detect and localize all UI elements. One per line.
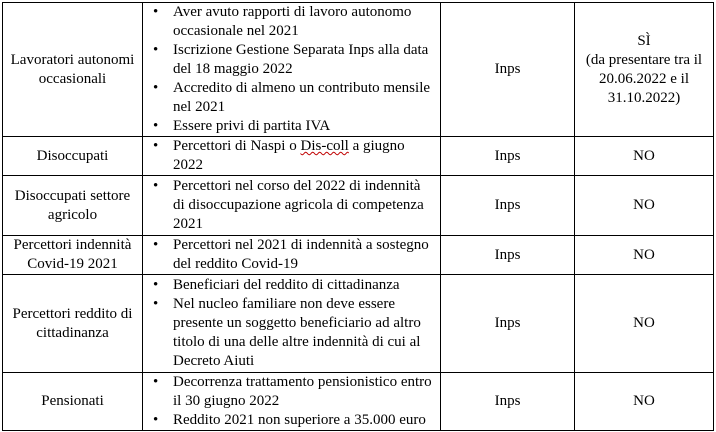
application-value: SÌ (637, 32, 651, 49)
application-cell (575, 3, 714, 137)
eligibility-table (2, 2, 714, 431)
table-row (3, 137, 714, 176)
table-row (3, 176, 714, 236)
application-value: NO (633, 147, 655, 164)
application-value: NO (633, 197, 655, 213)
application-value: NO (633, 246, 655, 263)
requirements-cell (143, 236, 441, 275)
category-cell: Disoccupati settore agricolo (3, 176, 143, 236)
application-value: NO (633, 315, 655, 331)
application-cell (575, 137, 714, 176)
body-cell: Inps (441, 3, 575, 137)
requirement-item: • Percettori nel corso del 2022 di indennità di disoccupazione agricola di competenza 2021 (149, 177, 434, 234)
category-cell: Disoccupati (3, 137, 143, 176)
category-cell: Percettori indennità Covid-19 2021 (3, 236, 143, 275)
application-cell (575, 275, 714, 373)
table-row (3, 3, 714, 137)
requirements-list (149, 236, 434, 274)
requirement-item: • Nel nucleo familiare non deve essere presente un soggetto beneficiario ad altro titolo di una delle altre indennità di cui al Decreto Aiuti (149, 295, 434, 371)
requirement-item: • Beneficiari del reddito di cittadinanza (149, 276, 434, 295)
requirements-cell (143, 3, 441, 137)
body-cell: Inps (441, 176, 575, 236)
requirement-item: • Accredito di almeno un contributo mensile nel 2021 (149, 79, 434, 117)
requirement-text: a giugno 2022 (173, 138, 405, 173)
table-row (3, 236, 714, 275)
body-cell: Inps (441, 236, 575, 275)
table-row (3, 373, 714, 431)
requirements-cell (143, 373, 441, 431)
requirement-item: • Reddito 2021 non superiore a 35.000 euro (149, 411, 434, 430)
category-cell: Lavoratori autonomi occasionali (3, 3, 143, 137)
application-value: NO (633, 393, 655, 409)
requirement-item: • Essere privi di partita IVA (149, 117, 434, 136)
spellcheck-flagged-word: Dis-coll (300, 138, 349, 154)
requirement-item: • Aver avuto rapporti di lavoro autonomo occasionale nel 2021 (149, 3, 434, 41)
requirements-cell (143, 176, 441, 236)
requirements-cell (143, 275, 441, 373)
category-cell: Percettori reddito di cittadinanza (3, 275, 143, 373)
requirements-list (149, 177, 434, 234)
application-cell (575, 373, 714, 431)
requirements-list (149, 373, 434, 430)
requirements-cell (143, 137, 441, 176)
table-row (3, 275, 714, 373)
application-note: (da presentare tra il 20.06.2022 e il 31.10.2022) (585, 51, 703, 106)
requirements-list (149, 276, 434, 371)
requirement-text: Percettori di Naspi o (173, 138, 301, 154)
requirement-item: • Decorrenza trattamento pensionistico entro il 30 giugno 2022 (149, 373, 434, 411)
body-cell: Inps (441, 373, 575, 431)
body-cell: Inps (441, 137, 575, 176)
body-cell: Inps (441, 275, 575, 373)
application-cell (575, 176, 714, 236)
requirements-list (149, 3, 434, 136)
requirement-item (149, 137, 434, 175)
requirements-list (149, 137, 434, 175)
application-cell (575, 236, 714, 275)
requirement-item: • Iscrizione Gestione Separata Inps alla data del 18 maggio 2022 (149, 41, 434, 79)
category-cell: Pensionati (3, 373, 143, 431)
requirement-item: • Percettori nel 2021 di indennità a sostegno del reddito Covid-19 (149, 236, 434, 274)
